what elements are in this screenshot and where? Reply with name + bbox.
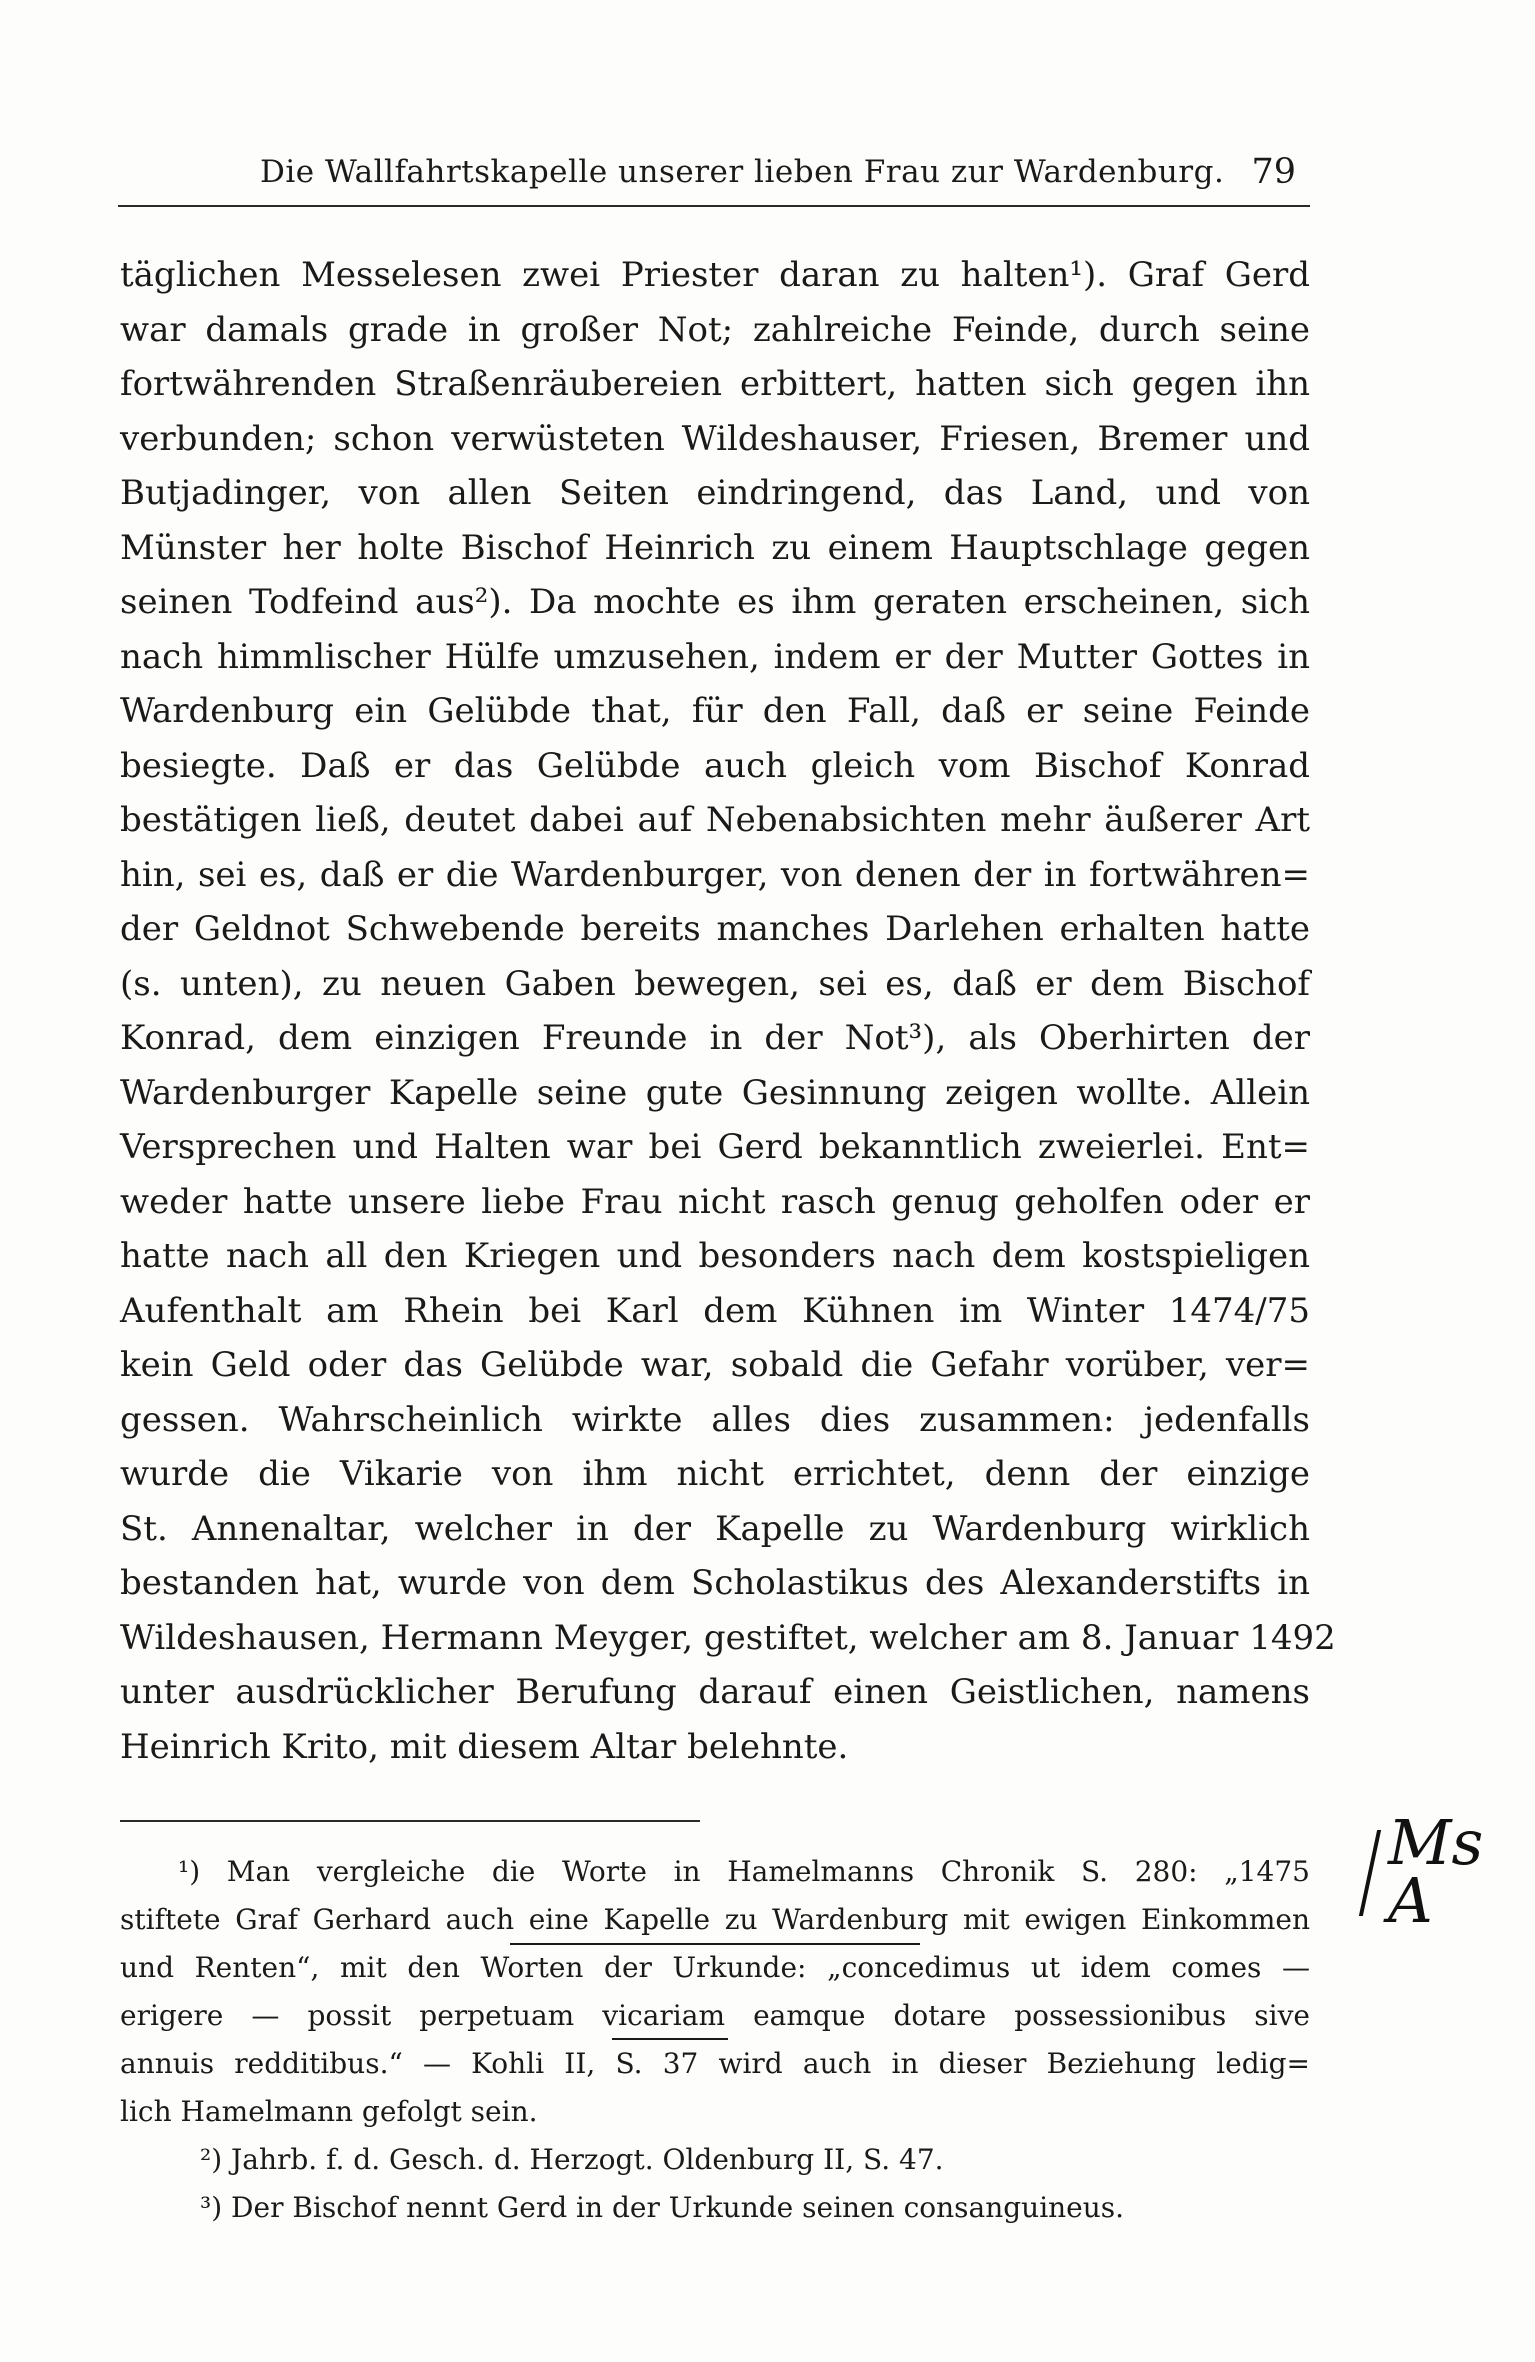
footnotes: [120, 1848, 1310, 2232]
text-line: Aufenthalt am Rhein bei Karl dem Kühnen im Winter 1474/75: [120, 1290, 1310, 1331]
text-line: Wardenburg ein Gelübde that, für den Fall, daß er seine Feinde: [120, 691, 1310, 731]
text-line: weder hatte unsere liebe Frau nicht rasch genug geholfen oder er: [120, 1181, 1310, 1222]
text-line: hatte nach all den Kriegen und besonders nach dem kostspieligen: [120, 1236, 1310, 1276]
text-line: hin, sei es, daß er die Wardenburger, von denen der in fortwähren=: [120, 854, 1310, 895]
handwritten-margin-note: [1362, 1806, 1484, 1940]
page-header: [120, 148, 1310, 198]
text-line: (s. unten), zu neuen Gaben bewegen, sei es, daß er dem Bischof: [120, 963, 1310, 1004]
footnote-1-line: lich Hamelmann gefolgt sein.: [120, 2095, 538, 2128]
running-title: Die Wallfahrtskapelle unserer lieben Frau zur Wardenburg.: [260, 154, 1225, 190]
footnote-1-line: erigere — possit perpetuam vicariam eamque dotare possessionibus sive: [120, 1999, 1310, 2032]
handwritten-underline: [612, 2038, 728, 2040]
text-line: Butjadinger, von allen Seiten eindringend, das Land, und von: [120, 473, 1310, 513]
text-line: nach himmlischer Hülfe umzusehen, indem er der Mutter Gottes in: [120, 636, 1310, 677]
page-number: 79: [1251, 152, 1296, 192]
handwritten-underline: [510, 1943, 920, 1945]
margin-note-stroke: [1359, 1830, 1381, 1916]
text-line: seinen Todfeind aus²). Da mochte es ihm geraten erscheinen, sich: [120, 582, 1310, 622]
margin-note-text: Ms A: [1388, 1806, 1484, 1937]
text-line: bestanden hat, wurde von dem Scholastikus des Alexanderstifts in: [120, 1563, 1310, 1603]
footnote-1-line: stiftete Graf Gerhard auch eine Kapelle zu Wardenburg mit ewigen Einkommen: [120, 1903, 1310, 1936]
footnote-1-line: ¹) Man vergleiche die Worte in Hamelmanns Chronik S. 280: „1475: [178, 1855, 1310, 1888]
text-line: kein Geld oder das Gelübde war, sobald die Gefahr vorüber, ver=: [120, 1345, 1310, 1385]
text-line: bestätigen ließ, deutet dabei auf Nebenabsichten mehr äußerer Art: [120, 800, 1310, 840]
footnote-rule: [120, 1820, 700, 1822]
footnote-2: ²) Jahrb. f. d. Gesch. d. Herzogt. Oldenburg II, S. 47.: [200, 2143, 944, 2176]
text-line: fortwährenden Straßenräubereien erbittert, hatten sich gegen ihn: [120, 364, 1310, 404]
footnote-1-line: und Renten“, mit den Worten der Urkunde: „concedimus ut idem comes —: [120, 1951, 1310, 1984]
footnote-1-line: annuis redditibus.“ — Kohli II, S. 37 wird auch in dieser Beziehung ledig=: [120, 2047, 1310, 2080]
text-line: Konrad, dem einzigen Freunde in der Not³), als Oberhirten der: [120, 1018, 1310, 1058]
text-line: Versprechen und Halten war bei Gerd bekanntlich zweierlei. Ent=: [120, 1127, 1310, 1167]
text-line: besiegte. Daß er das Gelübde auch gleich vom Bischof Konrad: [120, 745, 1310, 786]
text-line: Heinrich Krito, mit diesem Altar belehnte.: [120, 1726, 849, 1767]
footnote-3: ³) Der Bischof nennt Gerd in der Urkunde seinen consanguineus.: [200, 2191, 1125, 2224]
text-line: wurde die Vikarie von ihm nicht errichtet, denn der einzige: [120, 1454, 1310, 1494]
text-line: unter ausdrücklicher Berufung darauf einen Geistlichen, namens: [120, 1672, 1310, 1712]
text-line: St. Annenaltar, welcher in der Kapelle zu Wardenburg wirklich: [120, 1508, 1310, 1549]
text-line: war damals grade in großer Not; zahlreiche Feinde, durch seine: [120, 309, 1310, 350]
body-paragraph: [120, 248, 1336, 1774]
text-line: Wildeshausen, Hermann Meyger, gestiftet, welcher am 8. Januar 1492: [120, 1617, 1336, 1658]
text-line: Münster her holte Bischof Heinrich zu einem Hauptschlage gegen: [120, 527, 1310, 568]
text-line: verbunden; schon verwüsteten Wildeshauser, Friesen, Bremer und: [120, 418, 1310, 459]
text-line: täglichen Messelesen zwei Priester daran zu halten¹). Graf Gerd: [120, 255, 1310, 295]
text-line: gessen. Wahrscheinlich wirkte alles dies zusammen: jedenfalls: [120, 1399, 1310, 1440]
header-rule: [118, 205, 1310, 207]
text-line: der Geldnot Schwebende bereits manches Darlehen erhalten hatte: [120, 909, 1310, 949]
text-line: Wardenburger Kapelle seine gute Gesinnung zeigen wollte. Allein: [120, 1072, 1310, 1113]
